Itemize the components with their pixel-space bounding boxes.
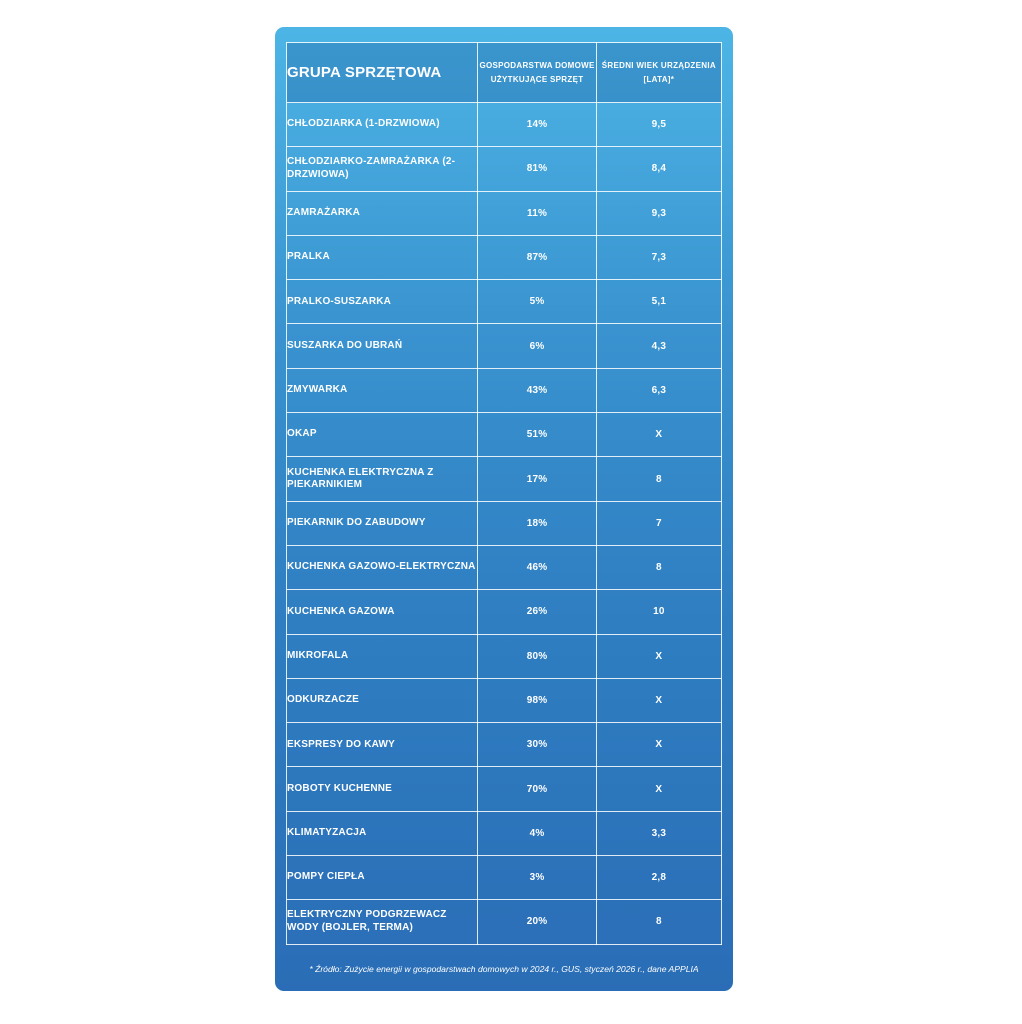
cell-appliance-group: SUSZARKA DO UBRAŃ — [287, 324, 478, 368]
table-row — [287, 723, 722, 767]
cell-households-share: 80% — [478, 634, 596, 678]
cell-appliance-group: EKSPRESY DO KAWY — [287, 723, 478, 767]
cell-households-share: 70% — [478, 767, 596, 811]
appliance-table-card — [275, 27, 733, 991]
cell-households-share: 6% — [478, 324, 596, 368]
cell-average-age: 8 — [596, 900, 721, 944]
table-row — [287, 235, 722, 279]
cell-appliance-group: ZAMRAŻARKA — [287, 191, 478, 235]
table-row — [287, 501, 722, 545]
table-row — [287, 147, 722, 191]
table-row — [287, 413, 722, 457]
table-row — [287, 324, 722, 368]
header-households-share: GOSPODARSTWA DOMOWE UŻYTKUJĄCE SPRZĘT — [478, 43, 596, 103]
cell-households-share: 46% — [478, 545, 596, 589]
cell-average-age: X — [596, 767, 721, 811]
cell-appliance-group: PRALKA — [287, 235, 478, 279]
cell-average-age: X — [596, 634, 721, 678]
cell-households-share: 5% — [478, 280, 596, 324]
cell-average-age: X — [596, 723, 721, 767]
cell-average-age: 6,3 — [596, 368, 721, 412]
table-row — [287, 280, 722, 324]
cell-households-share: 17% — [478, 457, 596, 501]
cell-average-age: 8,4 — [596, 147, 721, 191]
cell-households-share: 3% — [478, 856, 596, 900]
appliance-table — [286, 42, 722, 945]
table-row — [287, 368, 722, 412]
cell-appliance-group: KUCHENKA GAZOWO-ELEKTRYCZNA — [287, 545, 478, 589]
cell-average-age: 8 — [596, 457, 721, 501]
cell-average-age: 9,5 — [596, 103, 721, 147]
cell-households-share: 20% — [478, 900, 596, 944]
cell-average-age: 3,3 — [596, 811, 721, 855]
cell-appliance-group: KLIMATYZACJA — [287, 811, 478, 855]
header-average-age: ŚREDNI WIEK URZĄDZENIA [LATA]* — [596, 43, 721, 103]
cell-appliance-group: CHŁODZIARKO-ZAMRAŻARKA (2-DRZWIOWA) — [287, 147, 478, 191]
table-row — [287, 191, 722, 235]
table-body — [287, 103, 722, 945]
cell-average-age: 10 — [596, 590, 721, 634]
cell-average-age: 4,3 — [596, 324, 721, 368]
table-row — [287, 457, 722, 501]
cell-average-age: X — [596, 413, 721, 457]
cell-appliance-group: KUCHENKA GAZOWA — [287, 590, 478, 634]
cell-appliance-group: ELEKTRYCZNY PODGRZEWACZ WODY (BOJLER, TERMA) — [287, 900, 478, 944]
cell-appliance-group: OKAP — [287, 413, 478, 457]
cell-appliance-group: MIKROFALA — [287, 634, 478, 678]
cell-average-age: 5,1 — [596, 280, 721, 324]
cell-average-age: 7,3 — [596, 235, 721, 279]
cell-households-share: 14% — [478, 103, 596, 147]
cell-households-share: 26% — [478, 590, 596, 634]
cell-appliance-group: CHŁODZIARKA (1-DRZWIOWA) — [287, 103, 478, 147]
table-row — [287, 103, 722, 147]
cell-households-share: 51% — [478, 413, 596, 457]
table-row — [287, 634, 722, 678]
cell-appliance-group: KUCHENKA ELEKTRYCZNA Z PIEKARNIKIEM — [287, 457, 478, 501]
table-row — [287, 767, 722, 811]
table-row — [287, 545, 722, 589]
cell-average-age: 7 — [596, 501, 721, 545]
cell-appliance-group: ZMYWARKA — [287, 368, 478, 412]
cell-appliance-group: PRALKO-SUSZARKA — [287, 280, 478, 324]
table-row — [287, 856, 722, 900]
cell-households-share: 43% — [478, 368, 596, 412]
cell-households-share: 87% — [478, 235, 596, 279]
cell-households-share: 11% — [478, 191, 596, 235]
cell-households-share: 81% — [478, 147, 596, 191]
cell-average-age: 9,3 — [596, 191, 721, 235]
table-row — [287, 900, 722, 944]
cell-households-share: 18% — [478, 501, 596, 545]
cell-appliance-group: PIEKARNIK DO ZABUDOWY — [287, 501, 478, 545]
cell-households-share: 98% — [478, 678, 596, 722]
cell-average-age: 2,8 — [596, 856, 721, 900]
cell-appliance-group: ODKURZACZE — [287, 678, 478, 722]
cell-appliance-group: ROBOTY KUCHENNE — [287, 767, 478, 811]
cell-households-share: 4% — [478, 811, 596, 855]
cell-average-age: X — [596, 678, 721, 722]
header-group: GRUPA SPRZĘTOWA — [287, 43, 478, 103]
cell-households-share: 30% — [478, 723, 596, 767]
table-header-row — [287, 43, 722, 103]
table-row — [287, 811, 722, 855]
source-footnote: * Źródło: Zużycie energii w gospodarstwach domowych w 2024 r., GUS, styczeń 2026 r., dane APPLIA — [309, 964, 699, 974]
table-row — [287, 590, 722, 634]
cell-average-age: 8 — [596, 545, 721, 589]
cell-appliance-group: POMPY CIEPŁA — [287, 856, 478, 900]
table-row — [287, 678, 722, 722]
